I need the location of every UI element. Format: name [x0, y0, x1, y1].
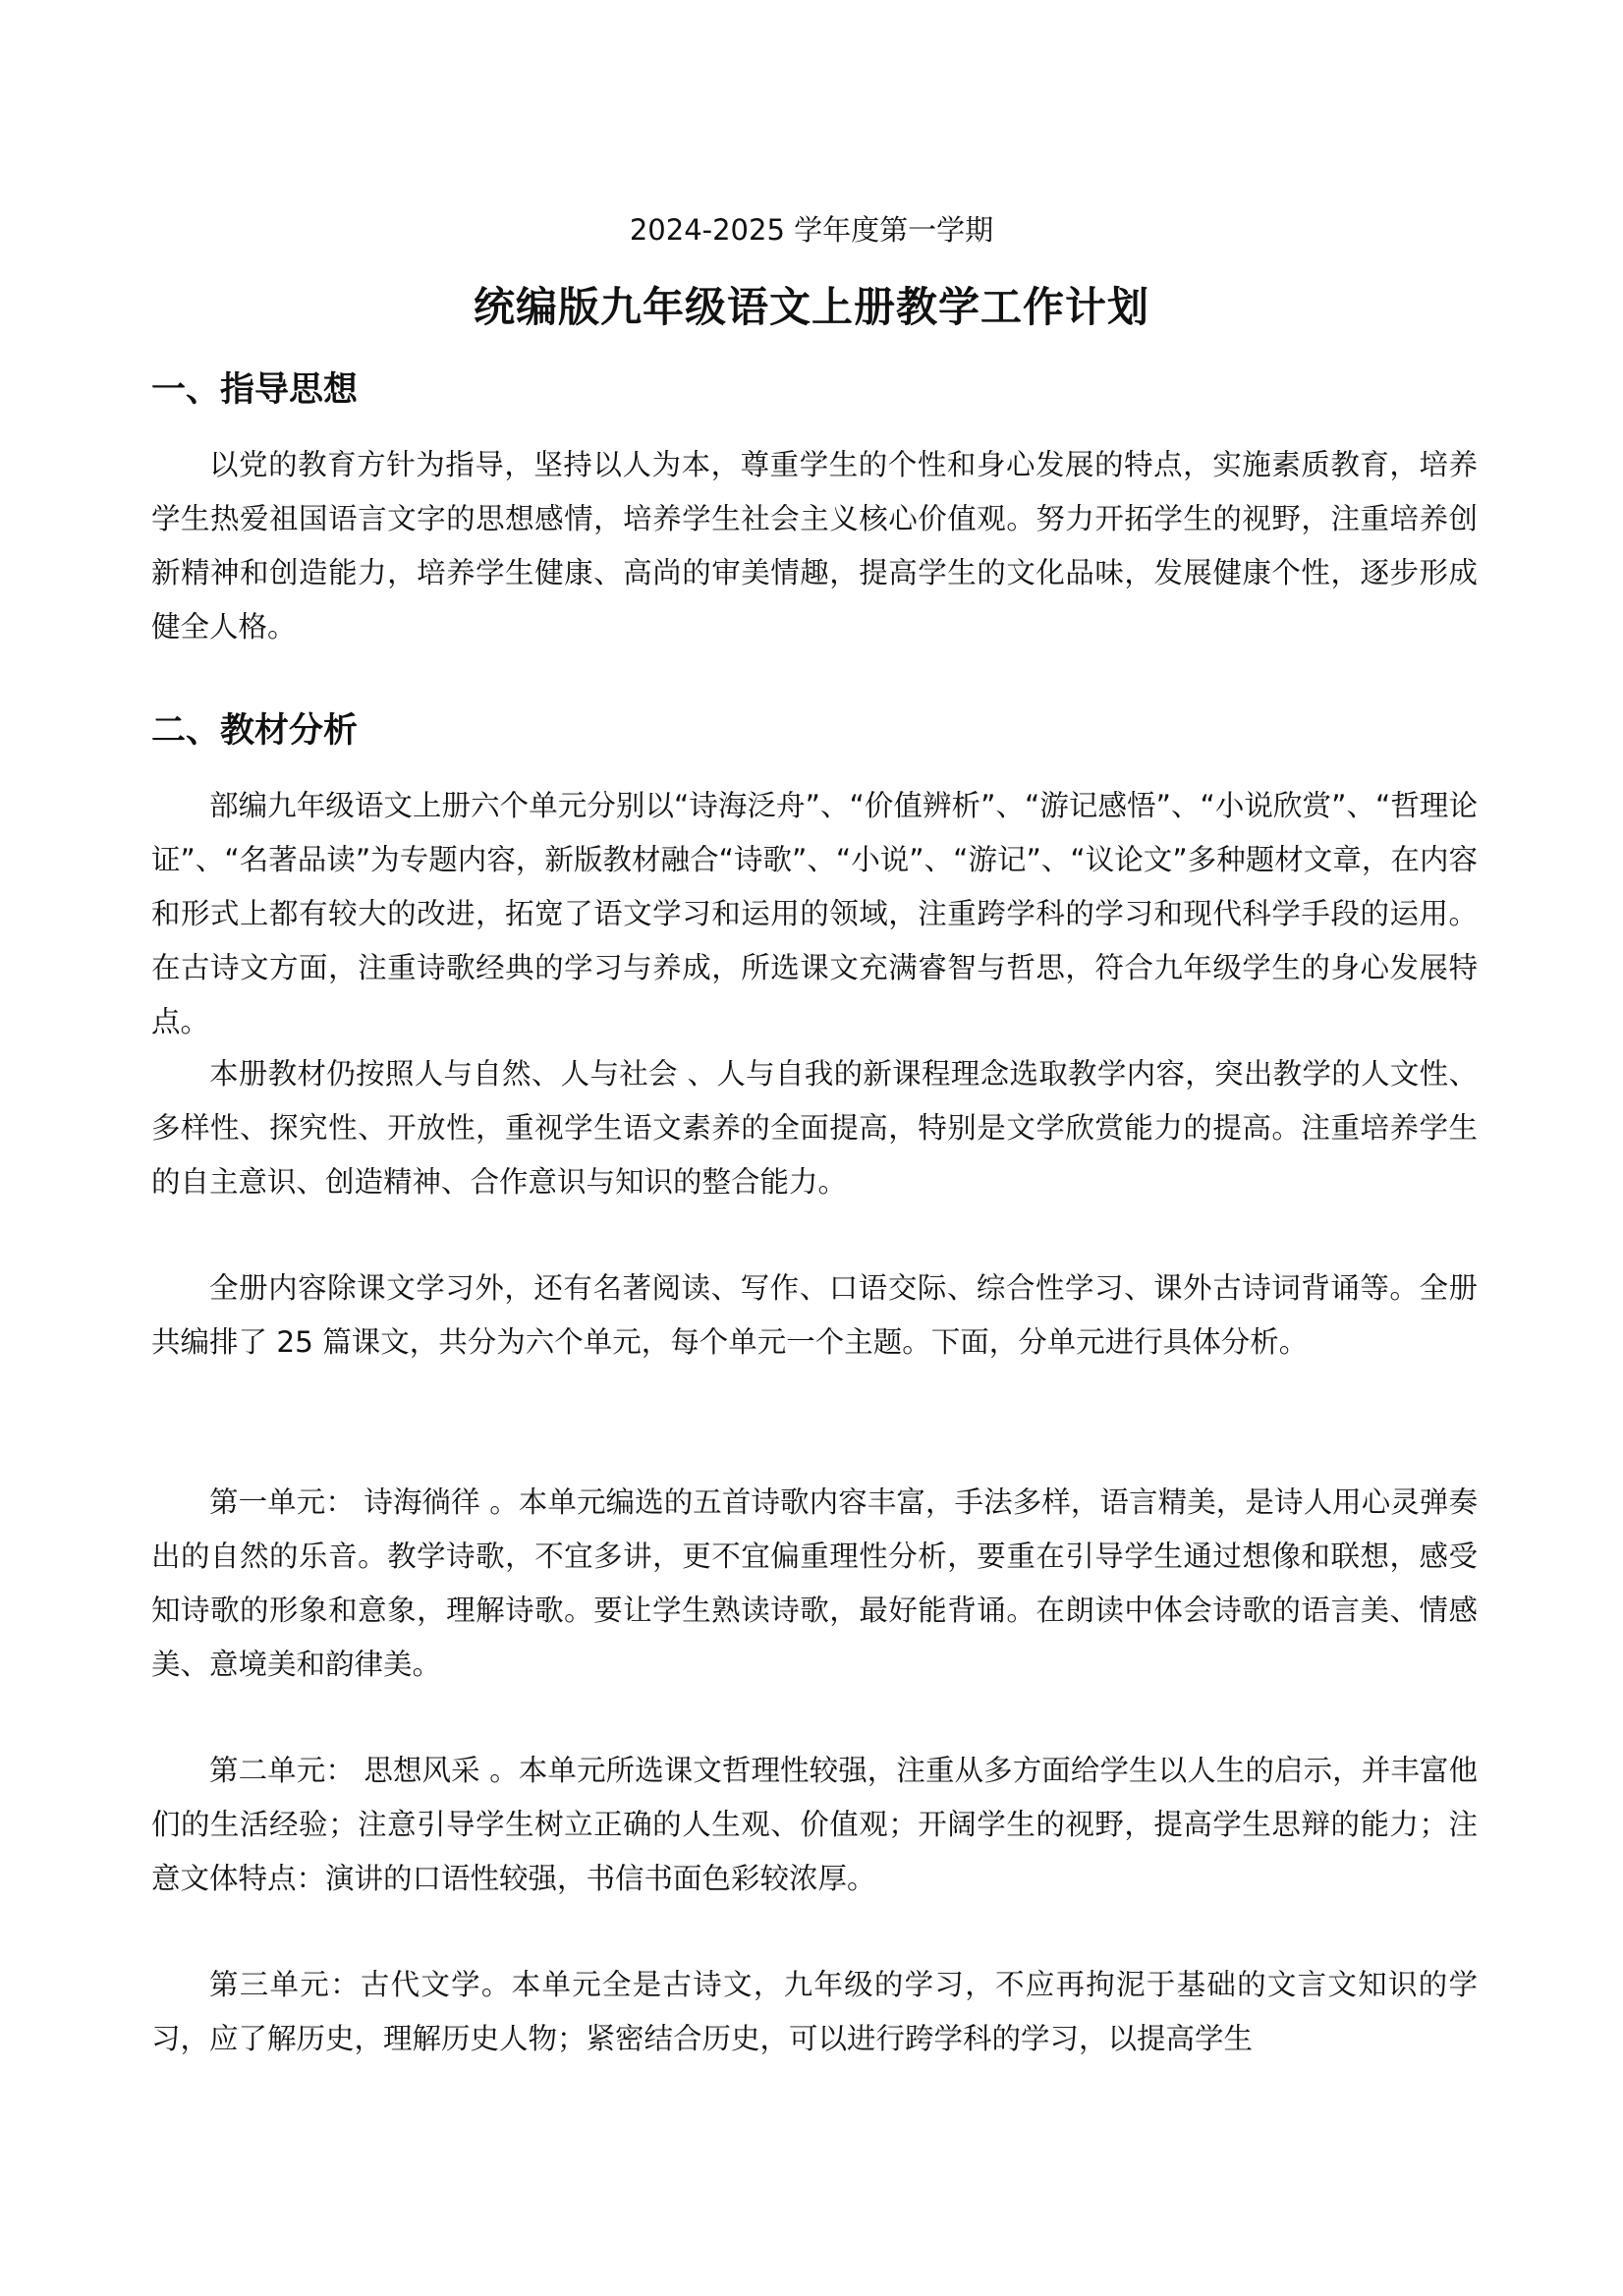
paragraph-unit-two: 第二单元： 思想风采 。本单元所选课文哲理性较强，注重从多方面给学生以人生的启示，并丰富他们的生活经验；注意引导学生树立正确的人生观、价值观；开阔学生的视野，提高学生思辩的能力；注意文体特点：演讲的口语性较强，书信书面色彩较浓厚。 — [151, 1754, 1478, 1895]
paragraph-guiding-ideology: 以党的教育方针为指导，坚持以人为本，尊重学生的个性和身心发展的特点，实施素质教育，培养学生热爱祖国语言文字的思想感情，培养学生社会主义核心价值观。努力开拓学生的视野，注重培养创新精神和创造能力，培养学生健康、高尚的审美情趣，提高学生的文化品味，发展健康个性，逐步形成健全人格。 — [151, 448, 1478, 644]
paragraph-unit-one: 第一单元： 诗海徜徉 。本单元编选的五首诗歌内容丰富，手法多样，语言精美，是诗人用心灵弹奏出的自然的乐音。教学诗歌，不宜多讲，更不宜偏重理性分析，要重在引导学生通过想像和联想，感受知诗歌的形象和意象，理解诗歌。要让学生熟读诗歌，最好能背诵。在朗读中体会诗歌的语言美、情感美、意境美和韵律美。 — [151, 1485, 1478, 1681]
section-heading-guiding-ideology: 一、指导思想 — [151, 370, 359, 410]
paragraph-curriculum-concept: 本册教材仍按照人与自然、人与社会 、人与自我的新课程理念选取教学内容，突出教学的人文性、多样性、探究性、开放性，重视学生语文素养的全面提高，特别是文学欣赏能力的提高。注重培养学生的自主意识、创造精神、合作意识与知识的整合能力。 — [151, 1057, 1478, 1199]
paragraph-book-contents: 全册内容除课文学习外，还有名著阅读、写作、口语交际、综合性学习、课外古诗词背诵等。全册共编排了 25 篇课文，共分为六个单元，每个单元一个主题。下面，分单元进行具体分析。 — [151, 1271, 1478, 1359]
paragraph-unit-three: 第三单元：古代文学。本单元全是古诗文，九年级的学习，不应再拘泥于基础的文言文知识的学习，应了解历史，理解历史人物；紧密结合历史，可以进行跨学科的学习，以提高学生 — [151, 1968, 1478, 2055]
document-subtitle: 2024-2025 学年度第一学期 — [629, 213, 994, 247]
document-title: 统编版九年级语文上册教学工作计划 — [473, 283, 1149, 331]
section-heading-textbook-analysis: 二、教材分析 — [151, 711, 359, 751]
paragraph-textbook-overview: 部编九年级语文上册六个单元分别以“诗海泛舟”、“价值辨析”、“游记感悟”、“小说欣赏”、“哲理论证”、“名著品读”为专题内容，新版教材融合“诗歌”、“小说”、“游记”、“议论文”多种题材文章，在内容和形式上都有较大的改进，拓宽了语文学习和运用的领域，注重跨学科的学习和现代科学手段的运用。在古诗文方面，注重诗歌经典的学习与养成，所选课文充满睿智与哲思，符合九年级学生的身心发展特点。 — [151, 789, 1478, 1038]
